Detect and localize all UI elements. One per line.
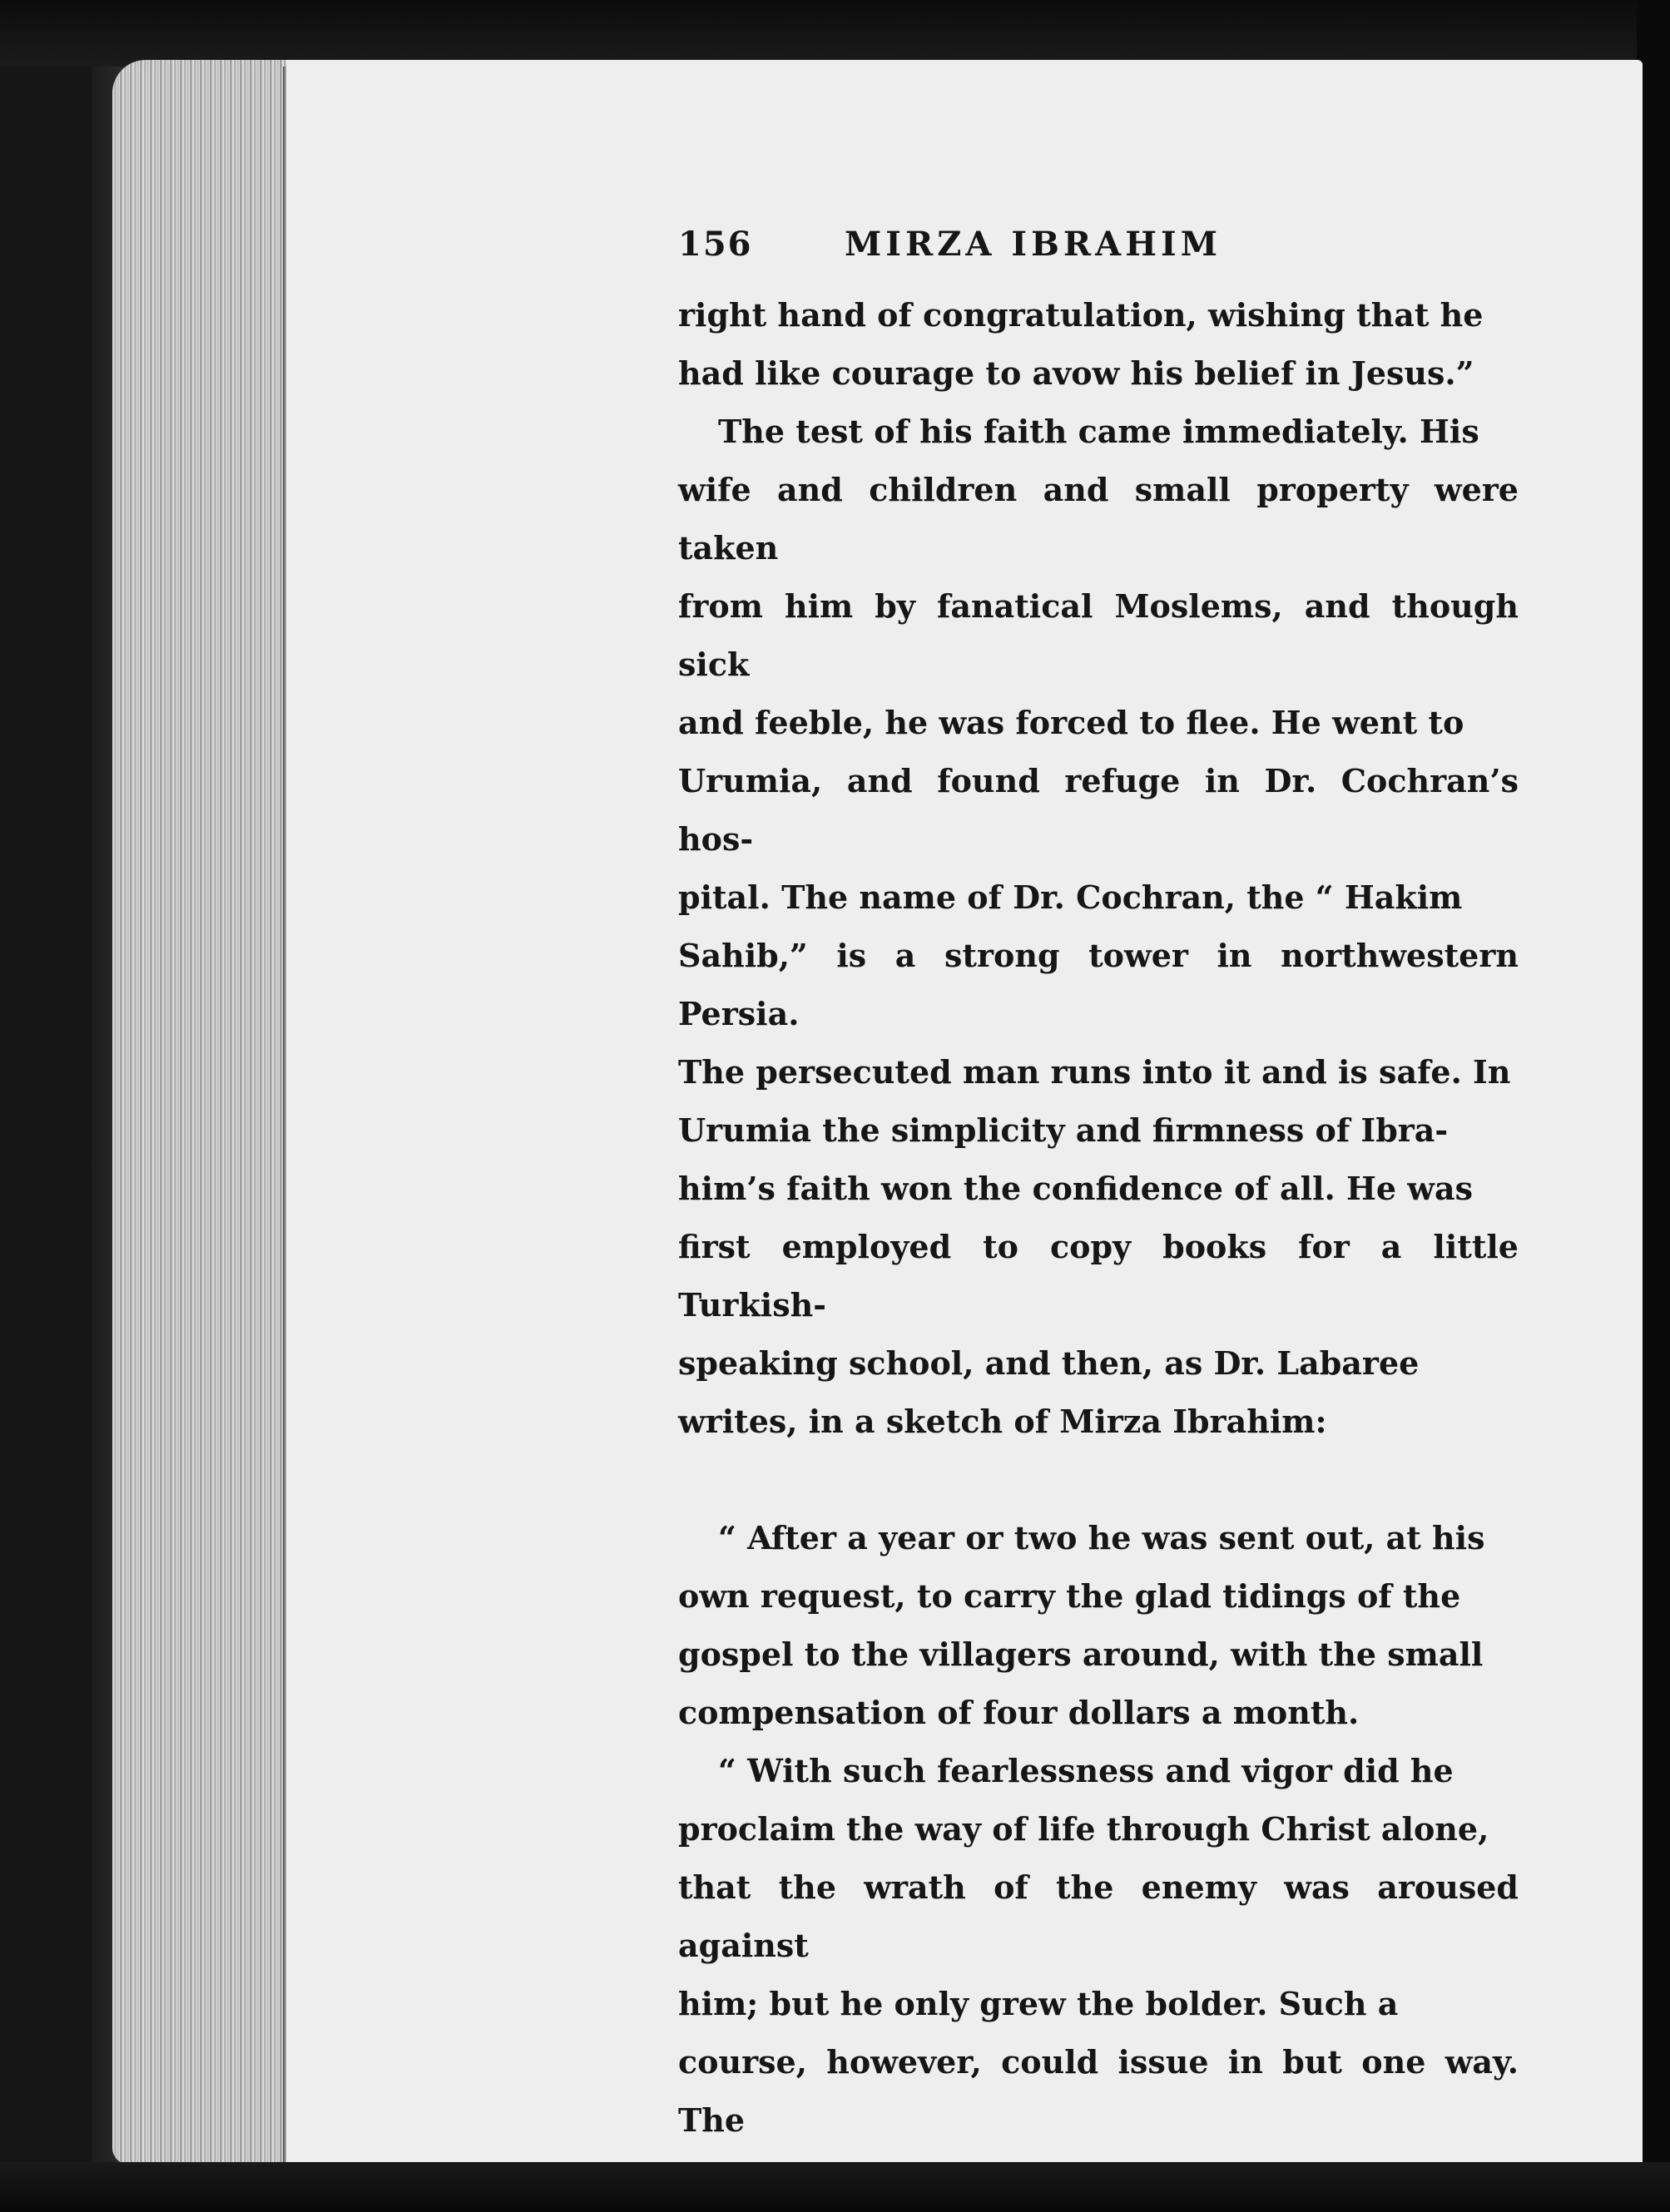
paragraph-2 <box>678 403 1519 1451</box>
text-line: Urumia, and found refuge in Dr. Cochran’s hos- <box>678 762 1519 858</box>
paragraph-1 <box>678 286 1519 403</box>
text-line: course, however, could issue in but one way. The <box>678 2043 1519 2139</box>
text-line: right hand of congratulation, wishing that he <box>678 296 1484 334</box>
text-line: proclaim the way of life through Christ alone, <box>678 1810 1489 1848</box>
text-line: “ With such fearlessness and vigor did he <box>718 1752 1454 1789</box>
text-line: “ After a year or two he was sent out, at his <box>718 1519 1485 1556</box>
text-line: first employed to copy books for a little Turkish- <box>678 1228 1519 1324</box>
text-line: The test of his faith came immediately. His <box>718 413 1479 450</box>
running-head <box>678 225 1519 275</box>
text-line: and feeble, he was forced to flee. He went to <box>678 704 1464 741</box>
text-line: writes, in a sketch of Mirza Ibrahim: <box>678 1403 1327 1440</box>
text-line: The persecuted man runs into it and is safe. In <box>678 1053 1511 1091</box>
text-line: speaking school, and then, as Dr. Labaree <box>678 1344 1420 1382</box>
text-line: him’s faith won the confidence of all. He was <box>678 1170 1474 1207</box>
text-line: Urumia the simplicity and firmness of Ibra- <box>678 1111 1449 1149</box>
text-line: Sahib,” is a strong tower in northwestern Persia. <box>678 937 1519 1032</box>
text-line: own request, to carry the glad tidings of the <box>678 1577 1461 1615</box>
scanner-background-bottom <box>0 2162 1670 2212</box>
running-head-title: MIRZA IBRAHIM <box>845 225 1222 264</box>
paragraph-3 <box>678 1509 1519 1742</box>
text-line: that the wrath of the enemy was aroused against <box>678 1868 1519 1964</box>
scanner-background-top <box>0 0 1670 67</box>
text-line: him; but he only grew the bolder. Such a <box>678 1985 1399 2022</box>
text-line: gospel to the villagers around, with the small <box>678 1635 1484 1673</box>
page-number: 156 <box>678 225 753 264</box>
book-fore-edge <box>112 60 291 2165</box>
paragraph-4 <box>678 1742 1519 2150</box>
text-line: pital. The name of Dr. Cochran, the “ Hakim <box>678 878 1463 916</box>
page-text <box>678 225 1519 2150</box>
text-line: wife and children and small property were taken <box>678 471 1519 567</box>
text-line: from him by fanatical Moslems, and though sick <box>678 587 1519 683</box>
text-line: compensation of four dollars a month. <box>678 1694 1360 1731</box>
text-line: had like courage to avow his belief in Jesus.” <box>678 354 1474 392</box>
